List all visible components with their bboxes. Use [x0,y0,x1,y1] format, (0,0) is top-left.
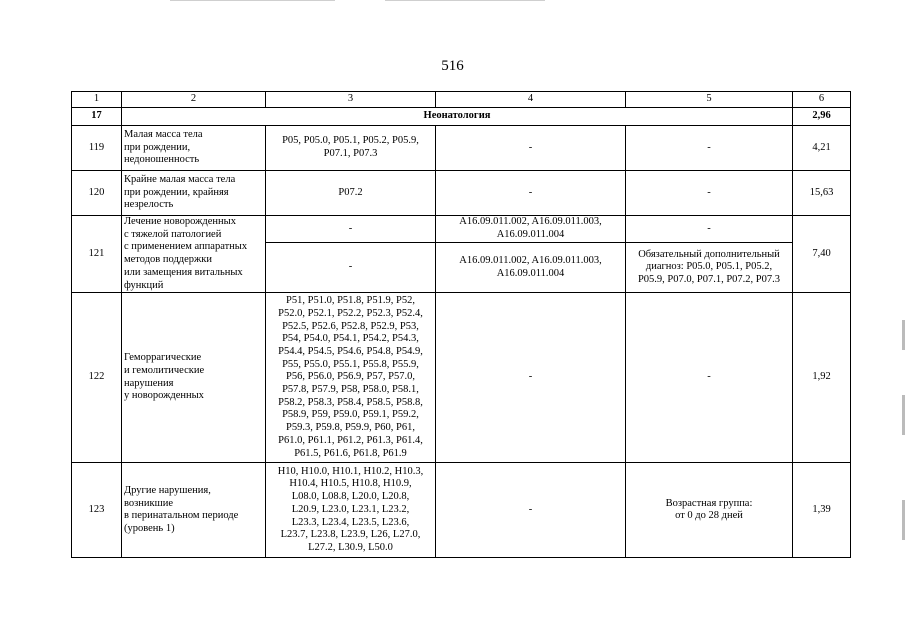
scan-top-line [385,0,545,1]
header-cell: 4 [436,92,626,108]
table-row [72,216,851,243]
header-cell: 1 [72,92,122,108]
table-row [72,293,851,463]
section-coefficient: 2,96 [793,108,851,126]
row-name: Лечение новорожденных с тяжелой патологией с применением аппаратных методов поддержки или замещения витальных функций [122,216,266,293]
row-name: Другие нарушения, возникшие в перинатальном периоде (уровень 1) [122,463,266,558]
row-services: - [436,126,626,171]
row-diagnosis-codes: P05, P05.0, P05.1, P05.2, P05.9, P07.1, P07.3 [266,126,436,171]
row-diagnosis-codes: P51, P51.0, P51.8, P51.9, P52, P52.0, P52.1, P52.2, P52.3, P52.4, P52.5, P52.6, P52.8, P52.9, P53, P54, P54.0, P54.1, P54.2, P54.3, P54.4, P54.5, P54.6, P54.8, P54.9, P55, P55.0, P55.1, P55.8, P55.9, P56, P56.0, P56.9, P57, P57.0, P57.8, P57.9, P58, P58.0, P58.1, P58.2, P58.3, P58.4, P58.5, P58.8, P58.9, P59, P59.0, P59.1, P59.2, P59.3, P59.8, P59.9, P60, P61, P61.0, P61.1, P61.2, P61.3, P61.4, P61.5, P61.6, P61.8, P61.9 [266,293,436,463]
row-services: - [436,463,626,558]
row-extra-criteria: - [626,126,793,171]
row-coefficient: 1,39 [793,463,851,558]
row-coefficient: 4,21 [793,126,851,171]
section-row [72,108,851,126]
row-services: A16.09.011.002, A16.09.011.003, A16.09.011.004 [436,216,626,243]
scan-top-line [170,0,335,1]
row-name: Крайне малая масса тела при рождении, крайняя незрелость [122,171,266,216]
table-row [72,171,851,216]
row-extra-criteria: - [626,293,793,463]
header-cell: 5 [626,92,793,108]
row-number: 122 [72,293,122,463]
table-row [72,126,851,171]
row-name: Малая масса тела при рождении, недоношенность [122,126,266,171]
table-row [72,463,851,558]
row-extra-criteria: Возрастная группа: от 0 до 28 дней [626,463,793,558]
row-extra-criteria: - [626,216,793,243]
header-row [72,92,851,108]
row-number: 120 [72,171,122,216]
row-coefficient: 7,40 [793,216,851,293]
row-coefficient: 1,92 [793,293,851,463]
row-number: 121 [72,216,122,293]
row-services: A16.09.011.002, A16.09.011.003, A16.09.011.004 [436,243,626,293]
row-diagnosis-codes: P07.2 [266,171,436,216]
row-diagnosis-codes: H10, H10.0, H10.1, H10.2, H10.3, H10.4, H10.5, H10.8, H10.9, L08.0, L08.8, L20.0, L20.8, L20.9, L23.0, L23.1, L23.2, L23.3, L23.4, L23.5, L23.6, L23.7, L23.8, L23.9, L26, L27.0, L27.2, L30.9, L50.0 [266,463,436,558]
header-cell: 3 [266,92,436,108]
page-number: 516 [441,58,464,74]
row-diagnosis-codes: - [266,216,436,243]
row-extra-criteria: - [626,171,793,216]
row-services: - [436,171,626,216]
row-name: Геморрагические и гемолитические нарушения у новорожденных [122,293,266,463]
row-extra-criteria: Обязательный дополнительный диагноз: P05.0, P05.1, P05.2, P05.9, P07.0, P07.1, P07.2, P07.3 [626,243,793,293]
row-diagnosis-codes: - [266,243,436,293]
row-services: - [436,293,626,463]
header-cell: 6 [793,92,851,108]
header-cell: 2 [122,92,266,108]
row-coefficient: 15,63 [793,171,851,216]
section-number: 17 [72,108,122,126]
neonatology-table [71,91,851,558]
row-number: 123 [72,463,122,558]
row-number: 119 [72,126,122,171]
section-title: Неонатология [122,108,793,126]
